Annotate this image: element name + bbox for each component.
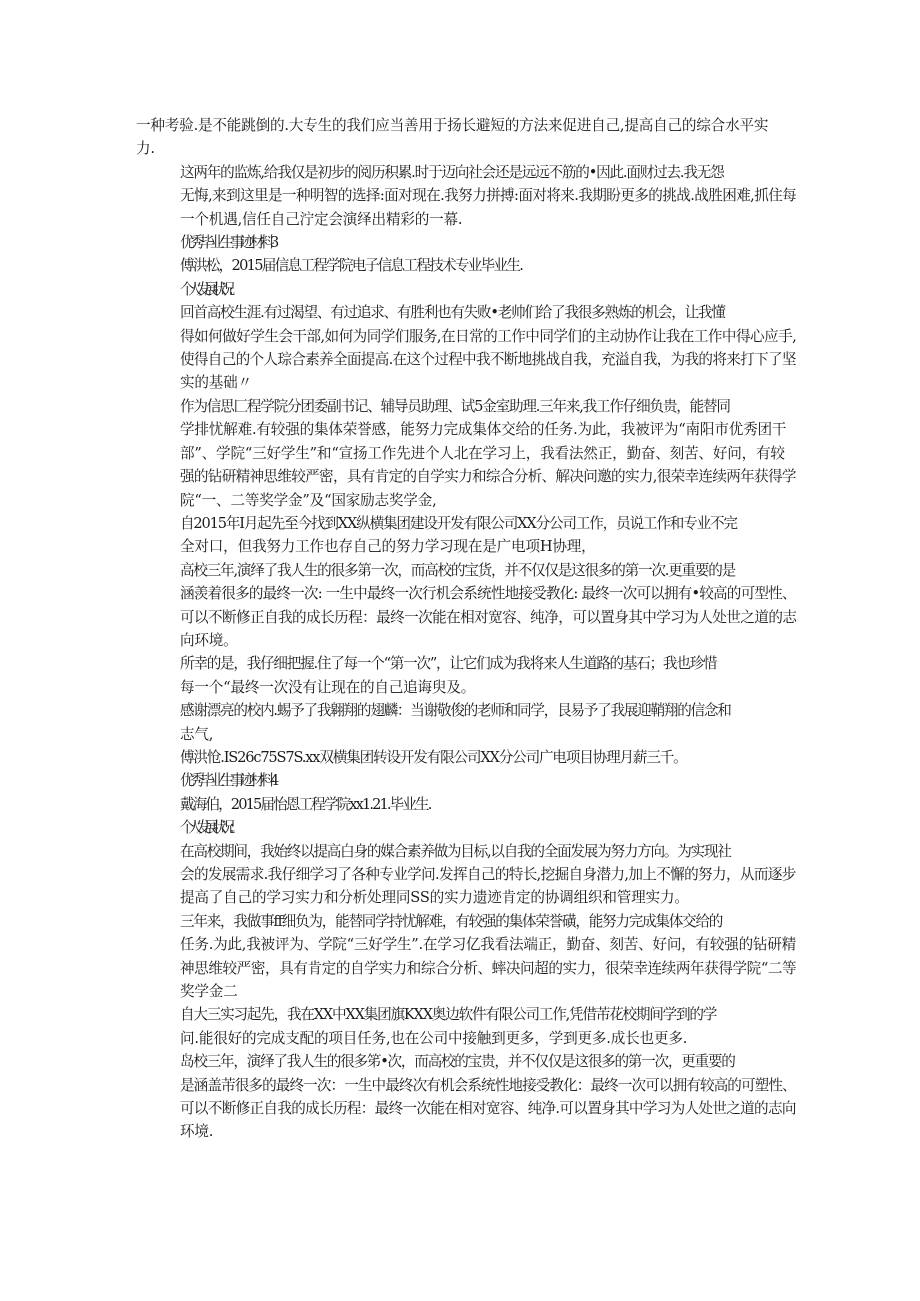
text-line: 个人发展状况: bbox=[180, 280, 228, 298]
text-line: 神思维较严密，具有肯定的自学实力和综合分析、蟀决问超的实力，很荣幸连续两年获得学院“二等 bbox=[180, 959, 797, 977]
text-line: 实的基础〃 bbox=[180, 374, 252, 392]
text-line: 回首高校生涯.有过渴望、有过追求、有胜利也有失败•老帅们给了我很多熟炼的机会，让我懂 bbox=[180, 304, 725, 322]
text-line: 戴海伯，2015届怡恩工程学院xx1.21.毕业生. bbox=[180, 795, 431, 813]
paragraph bbox=[136, 161, 796, 231]
paragraph bbox=[136, 652, 796, 699]
paragraph bbox=[136, 816, 796, 839]
text-line: 傅洪松，2015届信息工程学院电子信息工程技术专业毕业生. bbox=[180, 257, 523, 275]
text-line: 在高校期间，我始终以提高白身的媒合素养做为目标,以自我的全面发展为努力方向。为实现社 bbox=[180, 842, 731, 860]
paragraph bbox=[136, 769, 796, 792]
text-line: 力. bbox=[136, 140, 155, 158]
text-line: 全对口，但我努力工作也存自己的努力学习现在是广电项H协理， bbox=[180, 538, 596, 556]
text-line: 任务.为此,我被评为、学院“三好学生”.在学习亿我看法端正，勤奋、刻苦、好问，有较强的钻研精 bbox=[180, 936, 796, 954]
paragraph bbox=[136, 395, 796, 512]
text-line: 优秀毕业生事迹材料4 bbox=[180, 772, 275, 790]
text-line: 志气, bbox=[180, 725, 214, 743]
document-page bbox=[136, 114, 796, 1144]
paragraph bbox=[136, 840, 796, 910]
text-line: 个人发展状况： bbox=[180, 819, 237, 837]
paragraph bbox=[136, 559, 796, 653]
paragraph bbox=[136, 231, 796, 254]
text-line: 问.能很好的完成支配的项目任务,也在公司中接触到更多，学到更多.成长也更多. bbox=[180, 1029, 688, 1047]
text-line: 高校三年,演绎了我人生的很多第一次，而高校的宝货，并不仅仅是这很多的第一次.更重要的是 bbox=[180, 561, 736, 579]
text-line: 三年来，我做事ff细负为，能替同学持忧解难，有较强的集体荣誉磺，能努力完成集体交给的 bbox=[180, 912, 723, 930]
text-line: 得如何做好学生会干部,如何为同学们服务,在日常的工作中同学们的主动协作让我在工作中得心应手, bbox=[180, 327, 797, 345]
paragraph bbox=[136, 746, 796, 769]
text-line: 环境. bbox=[180, 1123, 214, 1141]
paragraph bbox=[136, 699, 796, 746]
paragraph bbox=[136, 278, 796, 301]
text-line: 会的发展需求.我仔细学习了各种专业学问.发挥自己的特长,挖掘自身潜力,加上不懈的努力，从而逐步 bbox=[180, 866, 796, 883]
paragraph bbox=[136, 114, 796, 161]
text-line: 一种考验.是不能跳倒的.大专生的我们应当善用于扬长避短的方法来促进自己,提高自己的综合水平实 bbox=[136, 117, 769, 134]
paragraph bbox=[136, 910, 796, 1004]
paragraph bbox=[136, 793, 796, 816]
paragraph bbox=[136, 301, 796, 395]
text-line: 作为信思匚程学院分团委副书记、辅导员助理、试5金室助理.三年来,我工作仔细负贵，能替同 bbox=[180, 397, 730, 415]
paragraph bbox=[136, 512, 796, 559]
text-line: 强的钻研精神思维较严密，具有肯定的自学实力和综合分析、解决问邀的实力,很荣幸连续两年获得学 bbox=[180, 468, 796, 486]
text-line: 优秀毕业生事迹材料3 bbox=[180, 234, 275, 252]
paragraph bbox=[136, 1003, 796, 1050]
text-line: 傅洪怆.IS26c75S7S.xx双横集团转设开发有限公司XX分公司广电项目协理月薪三千。 bbox=[180, 748, 687, 766]
text-line: 一个机遇,信任自己泞定会演绎出精彩的一幕. bbox=[180, 210, 463, 228]
text-line: 感谢漂亮的校内.蜴予了我翱翔的翅麟：当谢敬俊的老师和同学，艮易予了我展迎鞘翔的信念和 bbox=[180, 702, 731, 720]
text-line: 提高了自己的学习实力和分析处理同SS的实力遗迹肯定的协调组织和管理实力。 bbox=[180, 889, 689, 907]
text-line: 部”、学院“三好学生”和“宣扬工作先进个人北在学习上，我看法然正，勤奋、刻苦、好问，有较 bbox=[180, 444, 785, 462]
paragraph bbox=[136, 1050, 796, 1144]
text-line: 可以不断修正自我的成长历程：最终一次能在相对宽容、纯净，可以置身其中学习为人处世之道的志 bbox=[180, 608, 797, 626]
text-line: 奖学金二 bbox=[180, 983, 238, 1001]
text-line: 自2015年I月起先至今找到XX纵横集团建设开发有限公司XX分公司工作，员说工作和专业不完 bbox=[180, 514, 737, 532]
text-line: 使得自己的个人琮合素养全面提高.在这个过程中我不断地挑战自我，充溢自我，为我的将来打下了坚 bbox=[180, 351, 796, 369]
text-line: 所幸的是，我仔细把握.住了每一个“第一次”，让它们成为我将来人生道路的基石；我也珍惜 bbox=[180, 655, 717, 673]
text-line: 岛校三年，演绎了我人生的很多笫•次，而高校的宝贵，并不仅仅是这很多的第一次，更重要的 bbox=[180, 1053, 735, 1071]
text-line: 向环境。 bbox=[180, 631, 238, 649]
text-line: 涵羡着很多的最终一次: 一生中最终一次行机会系统性地接受教化: 最终一次可以拥有•较高的可型性、 bbox=[180, 585, 796, 603]
paragraph bbox=[136, 254, 796, 277]
text-line: 这两年的监炼,给我仅是初步的阅历积累.时于迈向社会还是远远不筋的•因此.面财过去.我无怨 bbox=[180, 163, 724, 181]
text-line: 可以不断修正自我的成长历程：最终一次能在相对宽容、纯净.可以置身其中学习为人处世之道的志向 bbox=[180, 1100, 796, 1118]
text-line: 自大三实习起先，我在XX中XX集团旗KXX奥边软件有限公司工作,凭借芾花校期间学到的学 bbox=[180, 1006, 717, 1024]
text-line: 院“一、二等奖学金”及“国家励志奖学金, bbox=[180, 491, 437, 509]
text-line: 无悔,来到这里是一种明智的选择:面对现在.我努力拼搏:面对将来.我期盼更多的挑战.战胜困难,抓住每 bbox=[180, 187, 797, 205]
text-line: 每一个“最终一次没有让现在的自己追诲臾及。 bbox=[180, 678, 476, 696]
text-line: 学排忧解难.有较强的集体荣誉感，能努力完成集体交给的任务.为此，我被评为“南阳市优秀团干 bbox=[180, 421, 787, 439]
text-line: 是涵盖芾很多的最终一次：一生中最终次有机会系统性地接受教化：最终一次可以拥有较高的可塑性、 bbox=[180, 1076, 796, 1094]
